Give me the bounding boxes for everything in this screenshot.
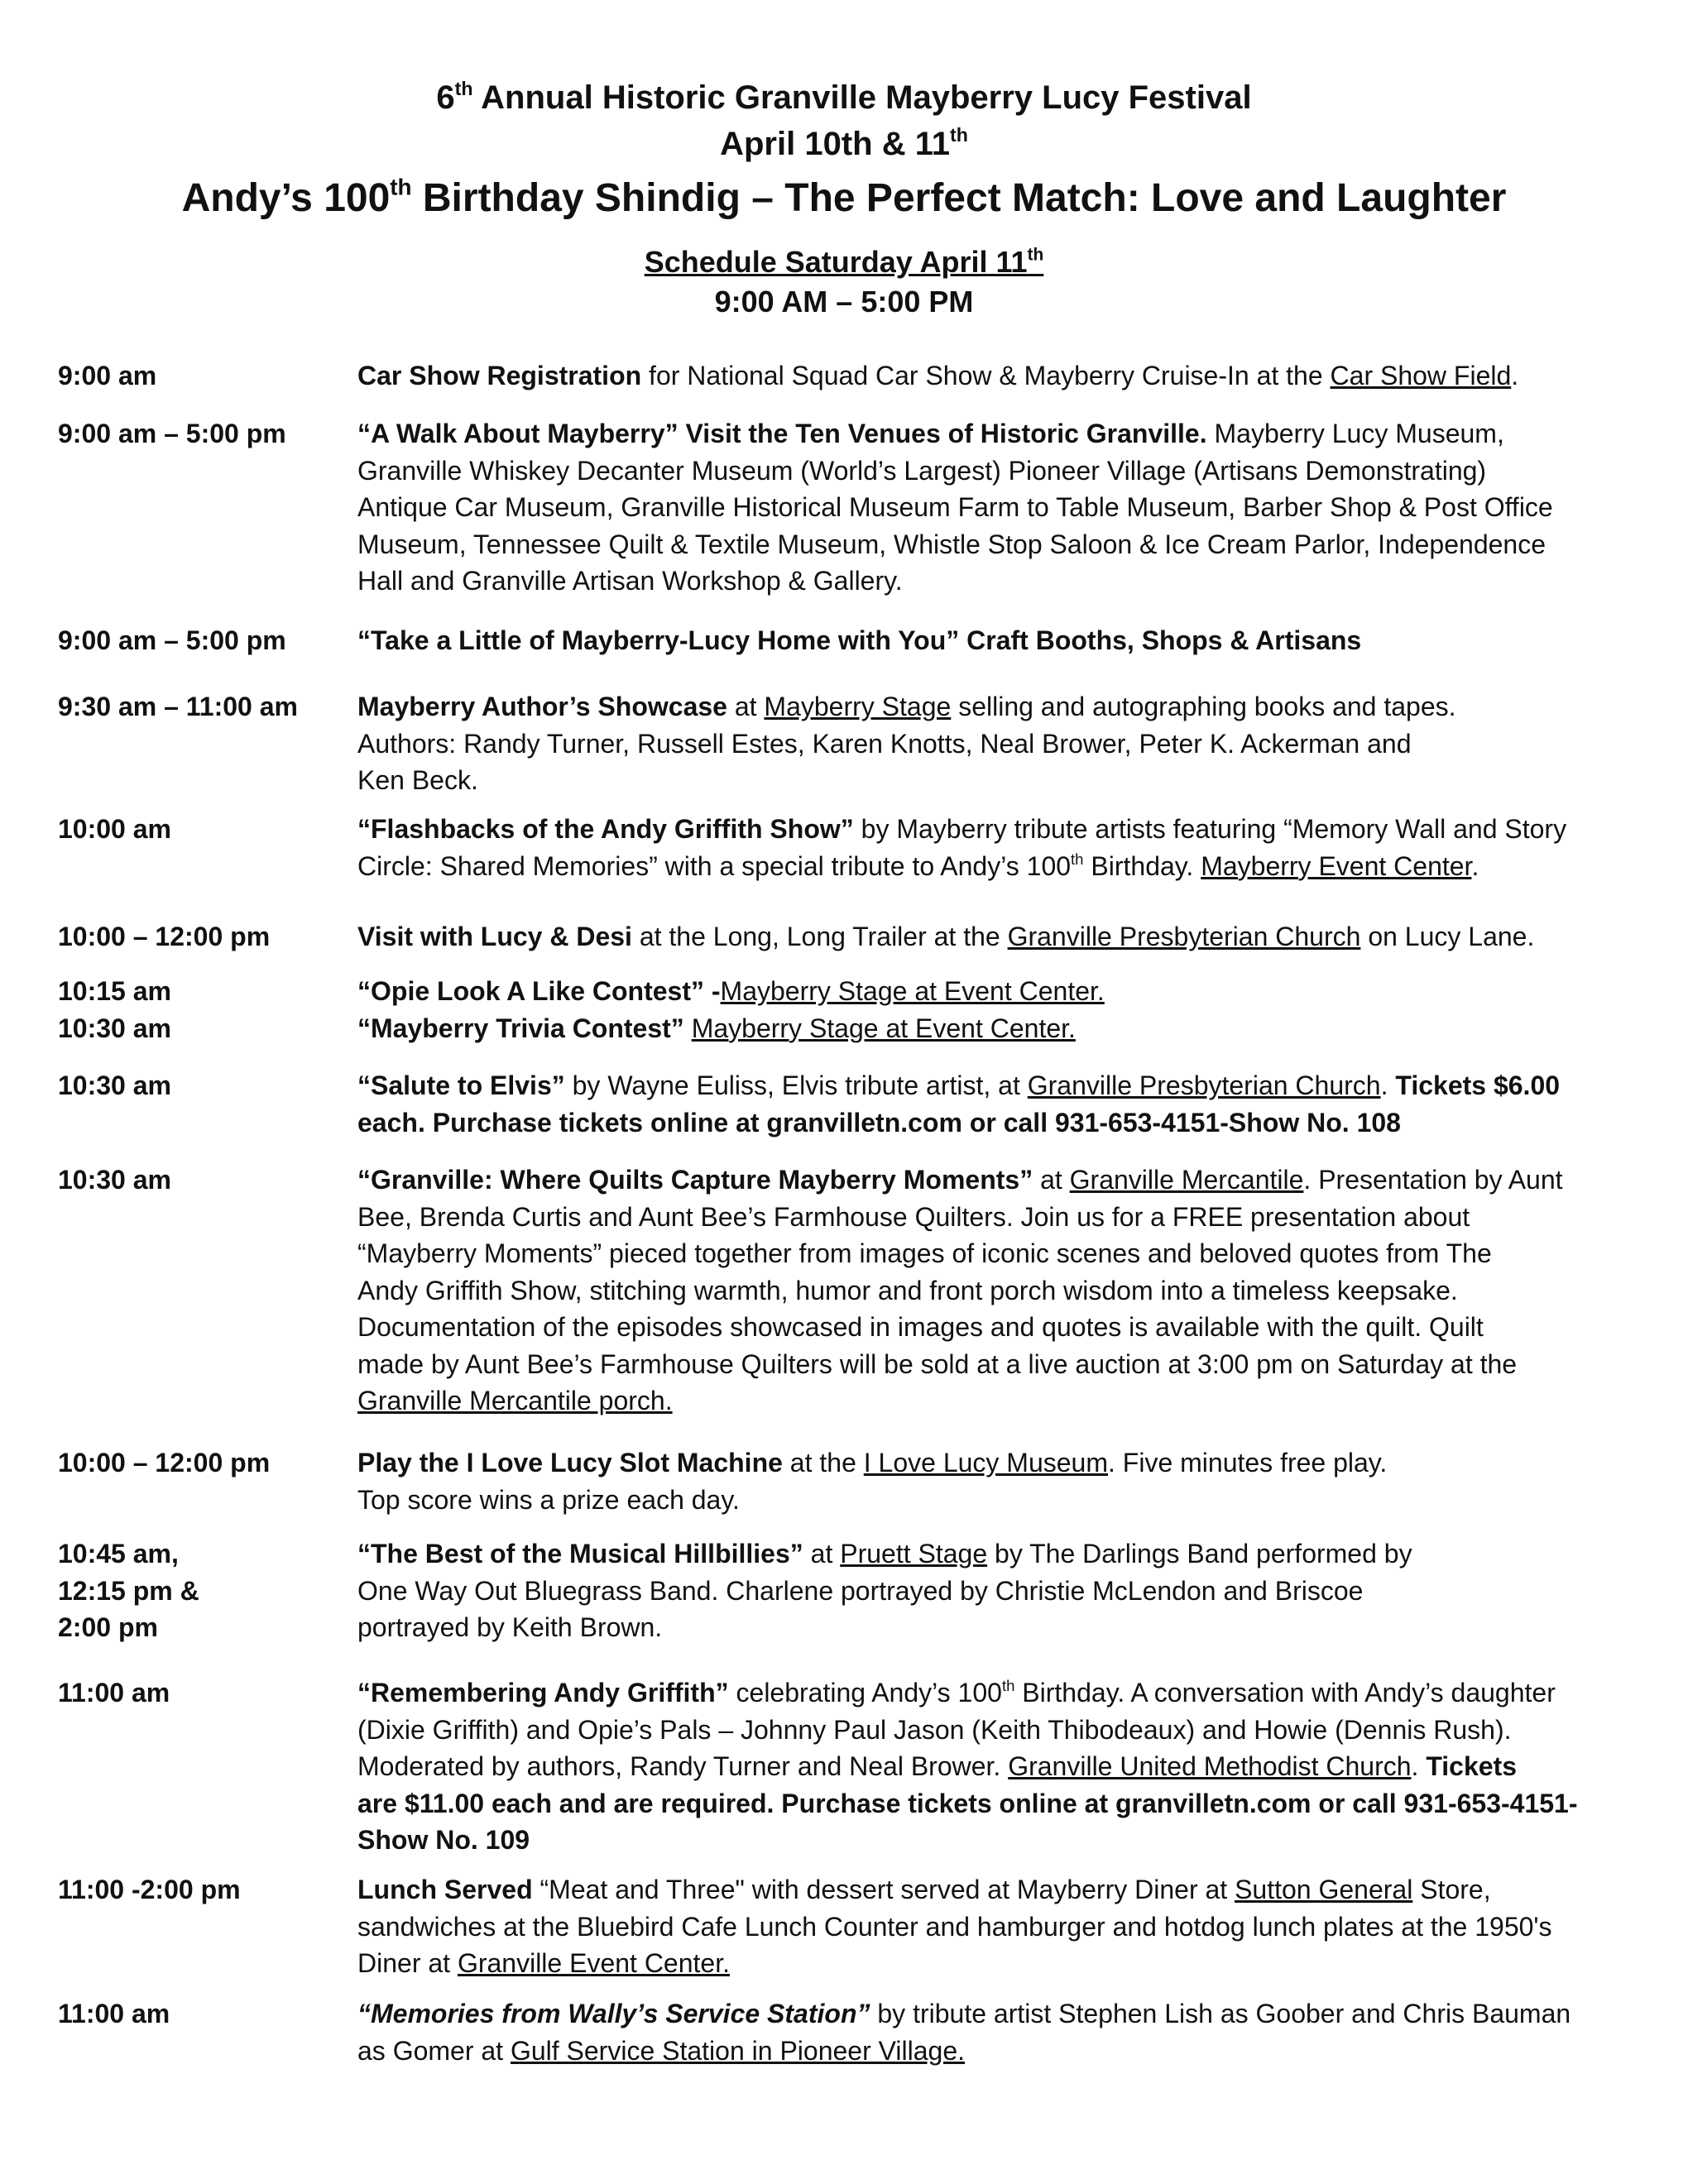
festival-theme — [0, 175, 1688, 221]
schedule-heading-suffix: th — [1027, 245, 1044, 265]
text-segment: . — [1411, 1751, 1427, 1781]
description-line — [357, 1609, 1632, 1646]
description-line — [357, 1272, 1632, 1310]
title-text: Annual Historic Granville Mayberry Lucy Festival — [472, 79, 1252, 116]
description-line — [357, 973, 1632, 1010]
event-title: Mayberry Author’s Showcase — [357, 692, 727, 721]
event-title: Lunch Served — [357, 1875, 533, 1904]
event-title: “Granville: Where Quilts Capture Mayberry Moments” — [357, 1165, 1033, 1195]
time-line: 11:00 -2:00 pm — [58, 1875, 241, 1904]
text-segment: at — [727, 692, 765, 721]
text-segment: at — [803, 1539, 841, 1569]
schedule-description — [357, 1067, 1632, 1141]
description-line — [357, 1712, 1632, 1749]
text-segment: Bee, Brenda Curtis and Aunt Bee’s Farmhouse Quilters. Join us for a FREE presentation about — [357, 1201, 1470, 1232]
venue-link: Mayberry Stage at Event Center. — [691, 1013, 1076, 1043]
description-line — [357, 1067, 1632, 1104]
venue-link: Granville Event Center. — [457, 1948, 730, 1978]
time-line: 11:00 am — [58, 1999, 170, 2028]
venue-link: Car Show Field — [1330, 361, 1512, 390]
description-line — [357, 1909, 1632, 1946]
schedule-time — [58, 415, 339, 453]
text-segment: Circle: Shared Memories” with a special tribute to Andy’s 100 — [357, 850, 1072, 881]
theme-suffix: th — [390, 174, 412, 200]
text-segment: Andy Griffith Show, stitching warmth, humor and front porch wisdom into a timeless keepsake. — [357, 1275, 1458, 1305]
description-line — [357, 563, 1632, 600]
time-line: 10:30 am — [58, 1165, 171, 1195]
schedule-time — [58, 1067, 339, 1104]
description-line — [357, 1382, 1632, 1420]
time-line: 10:30 am — [58, 1070, 171, 1100]
description-line — [357, 1945, 1632, 1982]
venue-link: Granville Mercantile porch. — [357, 1386, 673, 1415]
schedule-description — [357, 415, 1632, 600]
description-line — [357, 918, 1632, 956]
text-segment — [684, 1013, 692, 1043]
dates-suffix: th — [949, 123, 968, 146]
text-segment: Birthday. — [1083, 850, 1201, 881]
description-line — [357, 489, 1632, 526]
schedule-description — [357, 1674, 1632, 1859]
schedule-heading — [0, 245, 1688, 280]
schedule-time — [58, 1871, 339, 1909]
event-title: are $11.00 each and are required. Purchase tickets online at granvilletn.com or call 931-653-4151- — [357, 1788, 1578, 1818]
venue-link: Mayberry Stage at Event Center. — [720, 976, 1105, 1006]
venue-link: Gulf Service Station in Pioneer Village. — [510, 2035, 965, 2066]
event-title: Tickets $6.00 — [1395, 1070, 1561, 1100]
time-line: 10:00 am — [58, 814, 171, 844]
description-line — [357, 1104, 1632, 1142]
text-segment: portrayed by Keith Brown. — [357, 1612, 663, 1642]
event-title: Tickets — [1426, 1751, 1518, 1781]
text-segment: selling and autographing books and tapes. — [951, 692, 1456, 721]
time-line: 11:00 am — [58, 1678, 170, 1707]
text-segment: . Five minutes free play. — [1108, 1448, 1388, 1478]
event-title: “A Walk About Mayberry” Visit the Ten Venues of Historic Granville. — [357, 419, 1207, 448]
title-ordinal-suffix: th — [454, 77, 473, 99]
text-segment: Top score wins a prize each day. — [357, 1484, 740, 1515]
text-segment: on Lucy Lane. — [1360, 922, 1535, 951]
description-line — [357, 811, 1632, 848]
description-line — [357, 1535, 1632, 1573]
schedule-description — [357, 357, 1632, 395]
description-line — [357, 415, 1632, 453]
text-segment: made by Aunt Bee’s Farmhouse Quilters will be sold at a live auction at 3:00 pm on Saturday at the — [357, 1348, 1518, 1379]
festival-dates — [0, 123, 1688, 163]
text-segment: Documentation of the episodes showcased in images and quotes is available with the quilt. Quilt — [357, 1312, 1484, 1342]
description-line — [357, 1235, 1632, 1272]
event-title: “The Best of the Musical Hillbillies” — [357, 1539, 803, 1569]
text-segment: . — [1380, 1070, 1396, 1100]
text-segment: by Mayberry tribute artists featuring “Memory Wall and Story — [853, 814, 1567, 844]
text-segment: Ken Beck. — [357, 765, 478, 795]
event-title: “Flashbacks of the Andy Griffith Show” — [357, 814, 854, 844]
schedule-time — [58, 811, 339, 848]
schedule-heading-text: Schedule Saturday April 11 — [644, 245, 1028, 279]
time-line: 9:00 am – 5:00 pm — [58, 625, 286, 655]
schedule-description — [357, 1161, 1632, 1420]
text-segment: Birthday. A conversation with Andy’s daughter — [1014, 1678, 1556, 1707]
festival-title — [0, 79, 1688, 117]
text-segment: One Way Out Bluegrass Band. Charlene portrayed by Christie McLendon and Briscoe — [357, 1575, 1364, 1606]
text-segment: at — [1033, 1165, 1070, 1195]
description-line — [357, 1010, 1632, 1047]
schedule-description — [357, 1871, 1632, 1982]
description-line — [357, 1748, 1632, 1785]
description-line — [357, 1444, 1632, 1482]
text-segment: Moderated by authors, Randy Turner and Neal Brower. — [357, 1751, 1009, 1781]
description-line — [357, 357, 1632, 395]
description-line — [357, 848, 1632, 885]
time-line: 10:00 – 12:00 pm — [58, 922, 271, 951]
schedule-time — [58, 918, 339, 956]
description-line — [357, 1346, 1632, 1383]
text-segment: Diner at — [357, 1948, 458, 1978]
theme-text-end: Birthday Shindig – The Perfect Match: Love and Laughter — [411, 176, 1507, 220]
text-segment: Hall and Granville Artisan Workshop & Gallery. — [357, 566, 903, 596]
ordinal-suffix: th — [1001, 1677, 1015, 1695]
event-title: “Take a Little of Mayberry-Lucy Home with You” Craft Booths, Shops & Artisans — [357, 625, 1362, 655]
time-line: 2:00 pm — [58, 1612, 158, 1642]
venue-link: Granville United Methodist Church — [1008, 1751, 1412, 1781]
schedule-description — [357, 811, 1632, 884]
schedule-description — [357, 973, 1632, 1046]
theme-text-start: Andy’s 100 — [181, 176, 391, 220]
text-segment: Store, — [1412, 1875, 1491, 1904]
description-line — [357, 1785, 1632, 1822]
schedule-time — [58, 973, 339, 1046]
schedule-description — [357, 622, 1632, 659]
venue-link: Granville Presbyterian Church — [1007, 922, 1361, 951]
description-line — [357, 762, 1632, 799]
description-line — [357, 1199, 1632, 1236]
description-line — [357, 726, 1632, 763]
description-line — [357, 1871, 1632, 1909]
venue-link: Mayberry Event Center — [1201, 850, 1472, 881]
text-segment: Museum, Tennessee Quilt & Textile Museum, Whistle Stop Saloon & Ice Cream Parlor, Independence — [357, 529, 1546, 559]
text-segment: . — [1511, 361, 1519, 390]
time-line: 12:15 pm & — [58, 1575, 199, 1606]
schedule-time — [58, 1535, 339, 1646]
text-segment: as Gomer at — [357, 2035, 511, 2066]
title-ordinal: 6 — [436, 79, 455, 116]
text-segment: Mayberry Lucy Museum, — [1206, 419, 1504, 448]
description-line — [357, 526, 1632, 563]
event-title: “Opie Look A Like Contest” - — [357, 976, 721, 1006]
text-segment: . Presentation by Aunt — [1303, 1165, 1563, 1195]
schedule-description — [357, 688, 1632, 799]
text-segment: celebrating Andy’s 100 — [728, 1678, 1002, 1707]
venue-link: Granville Presbyterian Church — [1027, 1070, 1381, 1100]
schedule-time — [58, 1161, 339, 1199]
schedule-time — [58, 688, 339, 726]
description-line — [357, 1995, 1632, 2033]
time-line: 10:30 am — [58, 1013, 171, 1043]
text-segment: sandwiches at the Bluebird Cafe Lunch Counter and hamburger and hotdog lunch plates at the 1950's — [357, 1911, 1552, 1942]
text-segment: “Meat and Three" with dessert served at Mayberry Diner at — [532, 1875, 1235, 1904]
venue-link: Sutton General — [1235, 1875, 1413, 1904]
schedule-description — [357, 1444, 1632, 1518]
schedule-time — [58, 357, 339, 395]
event-title: Play the I Love Lucy Slot Machine — [357, 1448, 783, 1478]
text-segment: at the — [782, 1448, 864, 1478]
text-segment: Authors: Randy Turner, Russell Estes, Karen Knotts, Neal Brower, Peter K. Ackerman and — [357, 728, 1412, 759]
text-segment: “Mayberry Moments” pieced together from images of iconic scenes and beloved quotes from The — [357, 1238, 1492, 1268]
description-line — [357, 1161, 1632, 1199]
text-segment: Granville Whiskey Decanter Museum (World’s Largest) Pioneer Village (Artisans Demonstrating) — [357, 455, 1487, 486]
dates-text: April 10th & 11 — [720, 126, 950, 162]
description-line — [357, 2033, 1632, 2070]
schedule-description — [357, 1535, 1632, 1646]
event-title: “Mayberry Trivia Contest” — [357, 1013, 684, 1043]
venue-link: Mayberry Stage — [764, 692, 952, 721]
time-line: 10:45 am, — [58, 1539, 179, 1569]
description-line — [357, 1482, 1632, 1519]
text-segment: . — [1471, 850, 1479, 881]
schedule-time — [58, 1995, 339, 2033]
time-line: 9:30 am – 11:00 am — [58, 692, 298, 721]
schedule-time — [58, 622, 339, 659]
event-title: “Memories from Wally’s Service Station” — [357, 1999, 870, 2028]
text-segment: Antique Car Museum, Granville Historical Museum Farm to Table Museum, Barber Shop & Post Office — [357, 492, 1553, 522]
schedule-hours: 9:00 AM – 5:00 PM — [714, 285, 974, 318]
schedule-description — [357, 1995, 1632, 2069]
time-line: 9:00 am – 5:00 pm — [58, 419, 286, 448]
venue-link: I Love Lucy Museum — [863, 1448, 1108, 1478]
event-title: each. Purchase tickets online at granvilletn.com or call 931-653-4151-Show No. 108 — [357, 1107, 1401, 1138]
text-segment: by tribute artist Stephen Lish as Goober and Chris Bauman — [870, 1999, 1571, 2028]
text-segment: by The Darlings Band performed by — [987, 1539, 1412, 1569]
event-title: Visit with Lucy & Desi — [357, 922, 632, 951]
event-title: Show No. 109 — [357, 1825, 530, 1855]
description-line — [357, 1822, 1632, 1859]
ordinal-suffix: th — [1071, 850, 1084, 868]
description-line — [357, 1674, 1632, 1712]
text-segment: for National Squad Car Show & Mayberry Cruise-In at the — [641, 361, 1331, 390]
description-line — [357, 1309, 1632, 1346]
description-line — [357, 1573, 1632, 1610]
time-line: 10:00 – 12:00 pm — [58, 1448, 271, 1478]
text-segment: at the Long, Long Trailer at the — [631, 922, 1008, 951]
description-line — [357, 622, 1632, 659]
event-title: Car Show Registration — [357, 361, 642, 390]
time-line: 9:00 am — [58, 361, 157, 390]
text-segment: by Wayne Euliss, Elvis tribute artist, at — [564, 1070, 1028, 1100]
text-segment: (Dixie Griffith) and Opie’s Pals – Johnny Paul Jason (Keith Thibodeaux) and Howie (Dennis Rush). — [357, 1714, 1512, 1745]
venue-link: Granville Mercantile — [1069, 1165, 1304, 1195]
description-line — [357, 688, 1632, 726]
schedule-time — [58, 1444, 339, 1482]
schedule-time — [58, 1674, 339, 1712]
event-title: “Salute to Elvis” — [357, 1070, 565, 1100]
time-line: 10:15 am — [58, 976, 171, 1006]
venue-link: Pruett Stage — [840, 1539, 988, 1569]
description-line — [357, 453, 1632, 490]
schedule-description — [357, 918, 1632, 956]
event-title: “Remembering Andy Griffith” — [357, 1678, 729, 1707]
